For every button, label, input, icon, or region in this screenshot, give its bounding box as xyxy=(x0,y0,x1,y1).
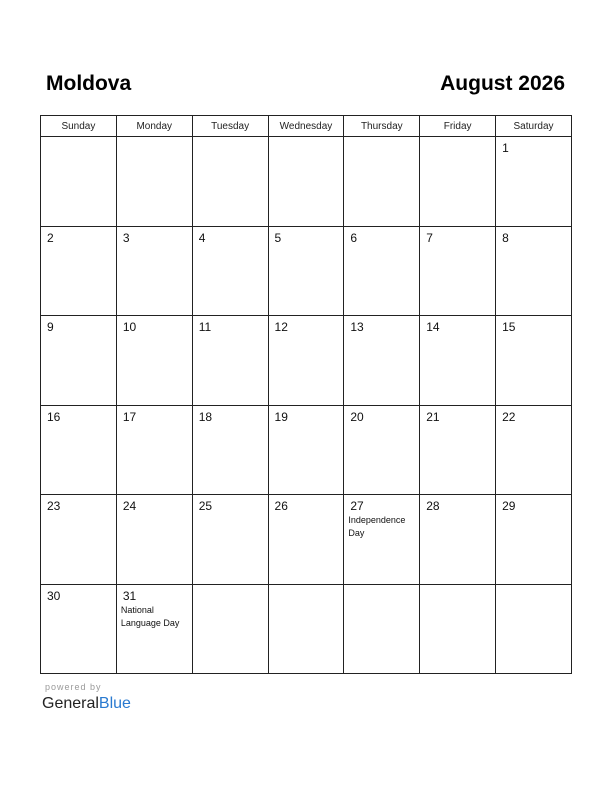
day-number: 29 xyxy=(502,499,516,513)
day-number: 11 xyxy=(198,320,212,334)
day-cell xyxy=(268,226,344,316)
day-cell xyxy=(41,405,117,495)
day-number: 16 xyxy=(47,409,61,424)
day-number: 9 xyxy=(47,320,54,334)
calendar-week-row xyxy=(41,405,572,495)
day-number: 31 xyxy=(122,588,137,603)
day-number: 17 xyxy=(122,409,137,424)
day-cell xyxy=(268,137,344,227)
day-cell xyxy=(41,226,117,316)
country-title: Moldova xyxy=(46,72,132,95)
day-number: 26 xyxy=(274,499,288,513)
day-number: 19 xyxy=(274,409,288,424)
day-number: 18 xyxy=(198,409,213,424)
day-cell xyxy=(41,137,117,227)
day-cell xyxy=(192,226,268,316)
brand-general-text: General xyxy=(42,695,99,712)
day-cell xyxy=(268,584,344,674)
brand-logo[interactable] xyxy=(42,694,131,713)
weekday-friday: Friday xyxy=(420,116,496,137)
day-number: 4 xyxy=(198,230,206,245)
day-number: 30 xyxy=(47,588,61,603)
day-number xyxy=(496,585,571,589)
day-cell xyxy=(496,137,572,227)
day-number: 13 xyxy=(350,320,364,334)
day-number: 10 xyxy=(122,320,137,334)
day-cell xyxy=(496,405,572,495)
day-cell xyxy=(41,495,117,585)
day-cell xyxy=(344,137,420,227)
day-cell xyxy=(116,137,192,227)
day-number xyxy=(193,585,268,589)
day-cell xyxy=(420,584,496,674)
day-cell xyxy=(344,495,420,585)
brand-blue-text: Blue xyxy=(98,695,131,712)
day-cell xyxy=(116,226,192,316)
day-number: 3 xyxy=(122,230,130,245)
day-number: 14 xyxy=(426,320,440,334)
day-cell xyxy=(41,584,117,674)
day-cell xyxy=(41,316,117,406)
day-cell xyxy=(116,316,192,406)
day-cell xyxy=(420,316,496,406)
day-cell xyxy=(420,405,496,495)
day-cell xyxy=(344,226,420,316)
holiday-label: National Language Day xyxy=(120,604,180,628)
day-cell xyxy=(192,405,268,495)
day-number: 28 xyxy=(426,499,440,513)
day-cell xyxy=(116,495,192,585)
day-number: 12 xyxy=(274,320,288,334)
day-cell xyxy=(496,495,572,585)
day-cell xyxy=(192,584,268,674)
day-cell xyxy=(344,316,420,406)
weekday-monday: Monday xyxy=(116,116,192,137)
day-cell xyxy=(496,226,572,316)
day-number xyxy=(344,585,419,589)
day-number xyxy=(420,137,495,141)
day-cell xyxy=(344,405,420,495)
day-cell xyxy=(496,584,572,674)
day-cell xyxy=(496,316,572,406)
day-cell xyxy=(192,137,268,227)
day-number: 21 xyxy=(426,409,440,424)
day-number xyxy=(117,137,192,141)
calendar-week-row xyxy=(41,495,572,585)
day-number: 15 xyxy=(502,320,516,334)
day-cell xyxy=(344,584,420,674)
day-cell xyxy=(420,495,496,585)
day-number xyxy=(193,137,268,141)
day-number: 8 xyxy=(502,230,509,245)
day-number xyxy=(269,137,344,141)
day-number: 2 xyxy=(47,230,54,245)
day-number: 1 xyxy=(502,141,509,155)
day-cell xyxy=(268,405,344,495)
day-cell xyxy=(192,495,268,585)
day-number xyxy=(420,585,495,589)
calendar-week-row xyxy=(41,226,572,316)
holiday-label: Independence Day xyxy=(348,515,406,538)
calendar-week-row xyxy=(41,584,572,674)
day-number xyxy=(41,137,116,141)
weekday-header-row xyxy=(41,116,572,137)
day-number: 24 xyxy=(122,499,137,513)
day-number: 20 xyxy=(350,409,364,424)
day-cell xyxy=(420,226,496,316)
day-number xyxy=(344,137,419,141)
day-number: 23 xyxy=(47,499,61,513)
powered-by-label: powered by xyxy=(45,682,102,692)
weekday-thursday: Thursday xyxy=(344,116,420,137)
day-number: 27 xyxy=(350,499,364,513)
month-title: August 2026 xyxy=(440,72,565,95)
day-number: 25 xyxy=(198,499,213,513)
day-number: 5 xyxy=(274,230,282,245)
day-cell xyxy=(116,405,192,495)
day-number xyxy=(269,585,344,589)
day-cell xyxy=(116,584,192,674)
calendar-grid xyxy=(40,115,572,674)
day-number: 6 xyxy=(350,230,358,245)
weekday-saturday: Saturday xyxy=(496,116,572,137)
day-cell xyxy=(192,316,268,406)
day-cell xyxy=(268,495,344,585)
day-cell xyxy=(420,137,496,227)
weekday-tuesday: Tuesday xyxy=(192,116,268,137)
weekday-wednesday: Wednesday xyxy=(268,116,344,137)
calendar-week-row xyxy=(41,316,572,406)
calendar-week-row xyxy=(41,137,572,227)
day-cell xyxy=(268,316,344,406)
day-number: 7 xyxy=(426,230,433,245)
day-number: 22 xyxy=(502,409,516,424)
weekday-sunday: Sunday xyxy=(41,116,117,137)
